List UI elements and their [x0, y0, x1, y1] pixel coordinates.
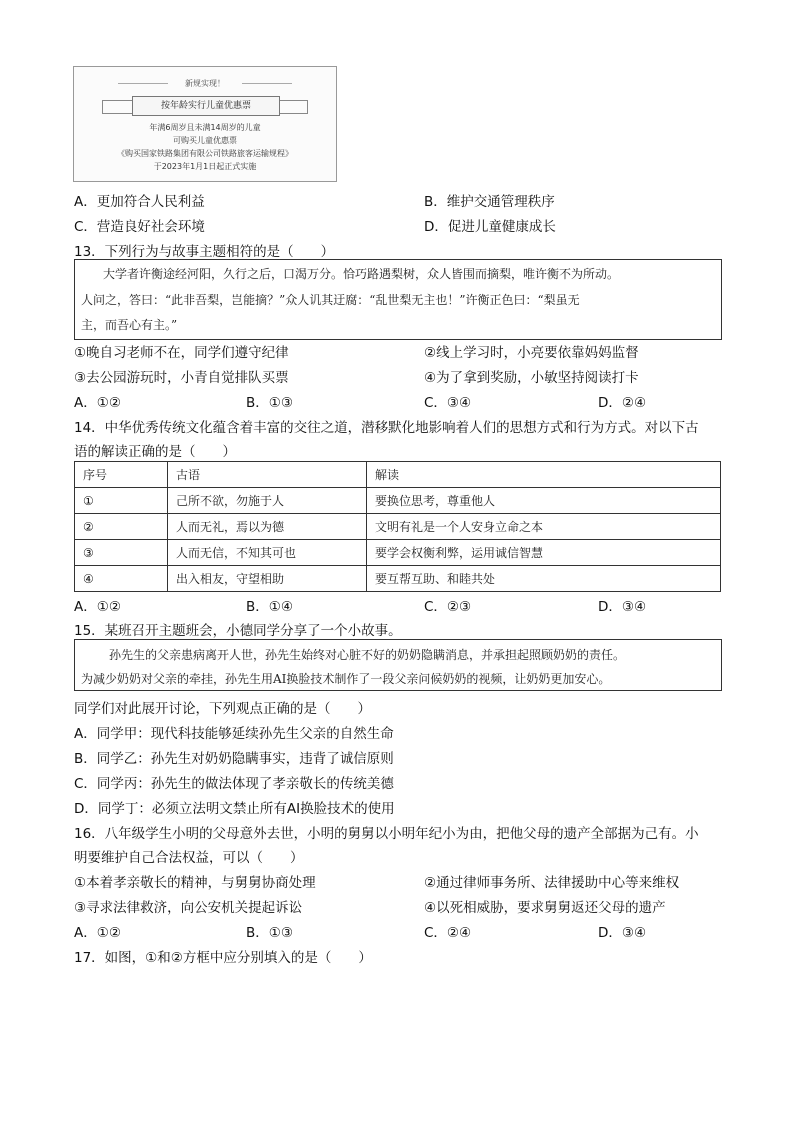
table-cell: ③: [75, 540, 168, 566]
table-cell: 人而无礼，焉以为德: [168, 514, 367, 540]
q14-stem: 14．中华优秀传统文化蕴含着丰富的交往之道，潜移默化地影响着人们的思想方式和行为方式。对以下古: [74, 420, 699, 436]
notice-line: 于2023年1月1日起正式实施: [153, 162, 257, 171]
q14-option-a: A．①②: [74, 599, 121, 615]
q15-stem: 15．某班召开主题班会，小德同学分享了一个小故事。: [74, 623, 402, 639]
table-cell: 要学会权衡利弊，运用诚信智慧: [367, 540, 721, 566]
q12-option-b: B．维护交通管理秩序: [424, 194, 555, 210]
rail-ticket-notice-image: [73, 66, 337, 182]
q17-stem: 17．如图，①和②方框中应分别填入的是（ ）: [74, 950, 372, 966]
q16-item-3: ③寻求法律救济，向公安机关提起诉讼: [74, 900, 303, 916]
table-row: [75, 540, 721, 566]
notice-line: 《购买国家铁路集团有限公司铁路旅客运输规程》: [117, 149, 293, 158]
proverb-table: [74, 461, 721, 592]
table-cell: ①: [75, 488, 168, 514]
story-line: 大学者许衡途经河阳，久行之后，口渴万分。恰巧路遇梨树，众人皆围而摘梨，唯许衡不为所动。: [103, 267, 620, 281]
table-row: [75, 514, 721, 540]
q14-stem-cont: 语的解读正确的是（ ）: [74, 444, 236, 460]
notice-ribbon: 按年龄实行儿童优惠票: [132, 96, 280, 116]
table-row: [75, 566, 721, 592]
notice-line: 年满6周岁且未满14周岁的儿童: [149, 123, 261, 132]
q13-option-c: C．③④: [424, 395, 472, 411]
q16-item-1: ①本着孝亲敬长的精神，与舅舅协商处理: [74, 875, 316, 891]
table-header: 解读: [367, 462, 721, 488]
notice-heading: 新规实现！: [185, 79, 225, 88]
q13-story-box: [74, 259, 722, 340]
q13-item-3: ③去公园游玩时，小青自觉排队买票: [74, 370, 289, 386]
q13-stem: 13．下列行为与故事主题相符的是（ ）: [74, 244, 335, 260]
q14-option-d: D．③④: [598, 599, 647, 615]
q16-stem-cont: 明要维护自己合法权益，可以（ ）: [74, 850, 304, 866]
q12-option-d: D．促进儿童健康成长: [424, 219, 556, 235]
table-cell: ②: [75, 514, 168, 540]
table-cell: 己所不欲，勿施于人: [168, 488, 367, 514]
table-cell: 要换位思考，尊重他人: [367, 488, 721, 514]
q13-option-a: A．①②: [74, 395, 121, 411]
q16-item-2: ②通过律师事务所、法律援助中心等来维权: [424, 875, 680, 891]
q15-option-d: D．同学丁：必须立法明文禁止所有AI换脸技术的使用: [74, 801, 395, 817]
q16-option-b: B．①③: [246, 925, 293, 941]
q13-item-4: ④为了拿到奖励，小敏坚持阅读打卡: [424, 370, 639, 386]
table-header-row: [75, 462, 721, 488]
q15-prompt: 同学们对此展开讨论，下列观点正确的是（ ）: [74, 701, 371, 717]
notice-line: 可购买儿童优惠票: [173, 136, 237, 145]
table-cell: 出入相友，守望相助: [168, 566, 367, 592]
ribbon-tail-right: [277, 100, 308, 114]
q15-story-box: [74, 639, 722, 691]
table-row: [75, 488, 721, 514]
table-header: 古语: [168, 462, 367, 488]
q13-item-1: ①晚自习老师不在，同学们遵守纪律: [74, 345, 289, 361]
table-cell: 文明有礼是一个人安身立命之本: [367, 514, 721, 540]
q12-option-a: A．更加符合人民利益: [74, 194, 205, 210]
q13-option-d: D．②④: [598, 395, 647, 411]
table-cell: 要互帮互助、和睦共处: [367, 566, 721, 592]
story-line: 孙先生的父亲患病离开人世，孙先生始终对心脏不好的奶奶隐瞒消息，并承担起照顾奶奶的责任。: [109, 648, 626, 662]
story-line: 人问之，答曰：“此非吾梨，岂能摘？”众人讥其迂腐：“乱世梨无主也！”许衡正色曰：“梨虽无: [81, 293, 580, 307]
q13-item-2: ②线上学习时，小亮要依靠妈妈监督: [424, 345, 639, 361]
q12-option-c: C．营造良好社会环境: [74, 219, 205, 235]
table-cell: 人而无信，不知其可也: [168, 540, 367, 566]
story-line: 为减少奶奶对父亲的牵挂，孙先生用AI换脸技术制作了一段父亲问候奶奶的视频，让奶奶更加安心。: [81, 672, 611, 686]
q16-option-a: A．①②: [74, 925, 121, 941]
q16-stem: 16．八年级学生小明的父母意外去世，小明的舅舅以小明年纪小为由，把他父母的遗产全部据为己有。小: [74, 826, 699, 842]
q15-option-c: C．同学丙：孙先生的做法体现了孝亲敬长的传统美德: [74, 776, 394, 792]
q13-option-b: B．①③: [246, 395, 293, 411]
table-header: 序号: [75, 462, 168, 488]
ribbon-tail-left: [102, 100, 133, 114]
q14-option-b: B．①④: [246, 599, 293, 615]
q16-item-4: ④以死相威胁，要求舅舅返还父母的遗产: [424, 900, 666, 916]
q16-option-d: D．③④: [598, 925, 647, 941]
table-cell: ④: [75, 566, 168, 592]
q14-option-c: C．②③: [424, 599, 472, 615]
q16-option-c: C．②④: [424, 925, 472, 941]
story-line: 主，而吾心有主。”: [81, 318, 178, 332]
q15-option-a: A．同学甲：现代科技能够延续孙先生父亲的自然生命: [74, 726, 394, 742]
q15-option-b: B．同学乙：孙先生对奶奶隐瞒事实，违背了诚信原则: [74, 751, 394, 767]
